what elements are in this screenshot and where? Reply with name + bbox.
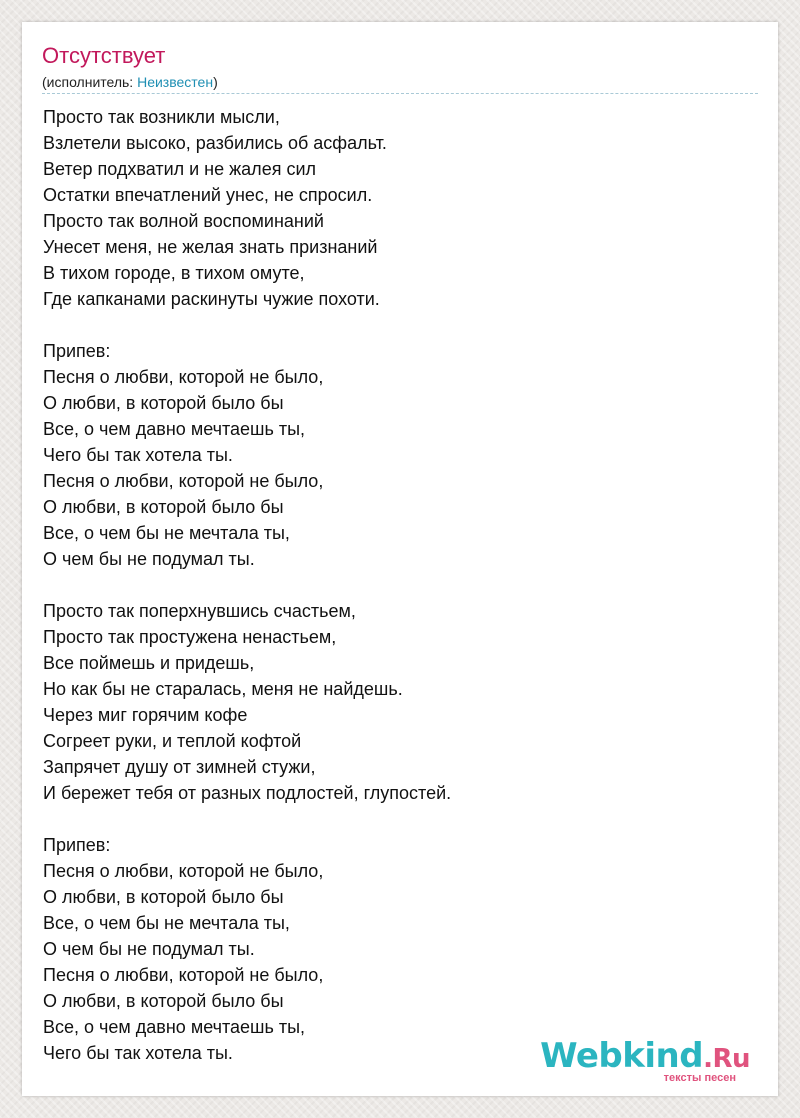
lyric-line: Просто так поперхнувшись счастьем, — [43, 601, 356, 621]
lyric-line: Песня о любви, которой не было, — [43, 367, 324, 387]
song-title: Отсутствует — [42, 43, 166, 68]
lyric-line: Все поймешь и придешь, — [43, 653, 255, 673]
lyrics-sheet — [22, 22, 778, 1096]
lyrics-body — [43, 104, 759, 1092]
lyric-line: О чем бы не подумал ты. — [43, 939, 255, 959]
lyric-line: Просто так возникли мысли, — [43, 107, 280, 127]
lyric-line: Взлетели высоко, разбились об асфальт. — [43, 133, 387, 153]
title-divider — [42, 93, 758, 94]
site-logo[interactable] — [540, 1036, 750, 1086]
lyric-line: Где капканами раскинуты чужие похоти. — [43, 289, 380, 309]
artist-line — [42, 73, 218, 91]
lyric-line: Чего бы так хотела ты. — [43, 1043, 233, 1063]
logo-name: Webkind — [540, 1036, 704, 1076]
lyric-line: Остатки впечатлений унес, не спросил. — [43, 185, 373, 205]
lyrics-stanza — [43, 104, 759, 312]
lyric-line: В тихом городе, в тихом омуте, — [43, 263, 305, 283]
lyrics-stanza — [43, 832, 759, 1066]
lyric-line: Песня о любви, которой не было, — [43, 861, 324, 881]
lyric-line: Просто так волной воспоминаний — [43, 211, 324, 231]
lyrics-stanza — [43, 598, 759, 806]
lyric-line: Ветер подхватил и не жалея сил — [43, 159, 317, 179]
lyric-line: Через миг горячим кофе — [43, 705, 248, 725]
logo-tagline: тексты песен — [663, 1072, 736, 1084]
lyric-line: Все, о чем давно мечтаешь ты, — [43, 419, 306, 439]
logo-tld: .Ru — [703, 1044, 750, 1074]
lyric-line: И бережет тебя от разных подлостей, глупостей. — [43, 783, 452, 803]
artist-link[interactable]: Неизвестен — [137, 74, 214, 90]
lyric-line: Все, о чем давно мечтаешь ты, — [43, 1017, 306, 1037]
lyric-line: Все, о чем бы не мечтала ты, — [43, 523, 290, 543]
lyric-line: Чего бы так хотела ты. — [43, 445, 233, 465]
lyric-line: Унесет меня, не желая знать признаний — [43, 237, 378, 257]
artist-suffix: ) — [213, 74, 218, 90]
lyric-line: Припев: — [43, 835, 111, 855]
lyric-line: Просто так простужена ненастьем, — [43, 627, 337, 647]
lyric-line: О любви, в которой было бы — [43, 393, 284, 413]
lyric-line: Все, о чем бы не мечтала ты, — [43, 913, 290, 933]
lyric-line: Запрячет душу от зимней стужи, — [43, 757, 316, 777]
lyric-line: О чем бы не подумал ты. — [43, 549, 255, 569]
lyric-line: Песня о любви, которой не было, — [43, 471, 324, 491]
lyric-line: О любви, в которой было бы — [43, 991, 284, 1011]
lyrics-stanza — [43, 338, 759, 572]
lyric-line: Припев: — [43, 341, 111, 361]
artist-prefix: (исполнитель: — [42, 74, 138, 90]
lyric-line: Песня о любви, которой не было, — [43, 965, 324, 985]
lyric-line: О любви, в которой было бы — [43, 887, 284, 907]
lyric-line: О любви, в которой было бы — [43, 497, 284, 517]
lyric-line: Согреет руки, и теплой кофтой — [43, 731, 302, 751]
lyric-line: Но как бы не старалась, меня не найдешь. — [43, 679, 403, 699]
